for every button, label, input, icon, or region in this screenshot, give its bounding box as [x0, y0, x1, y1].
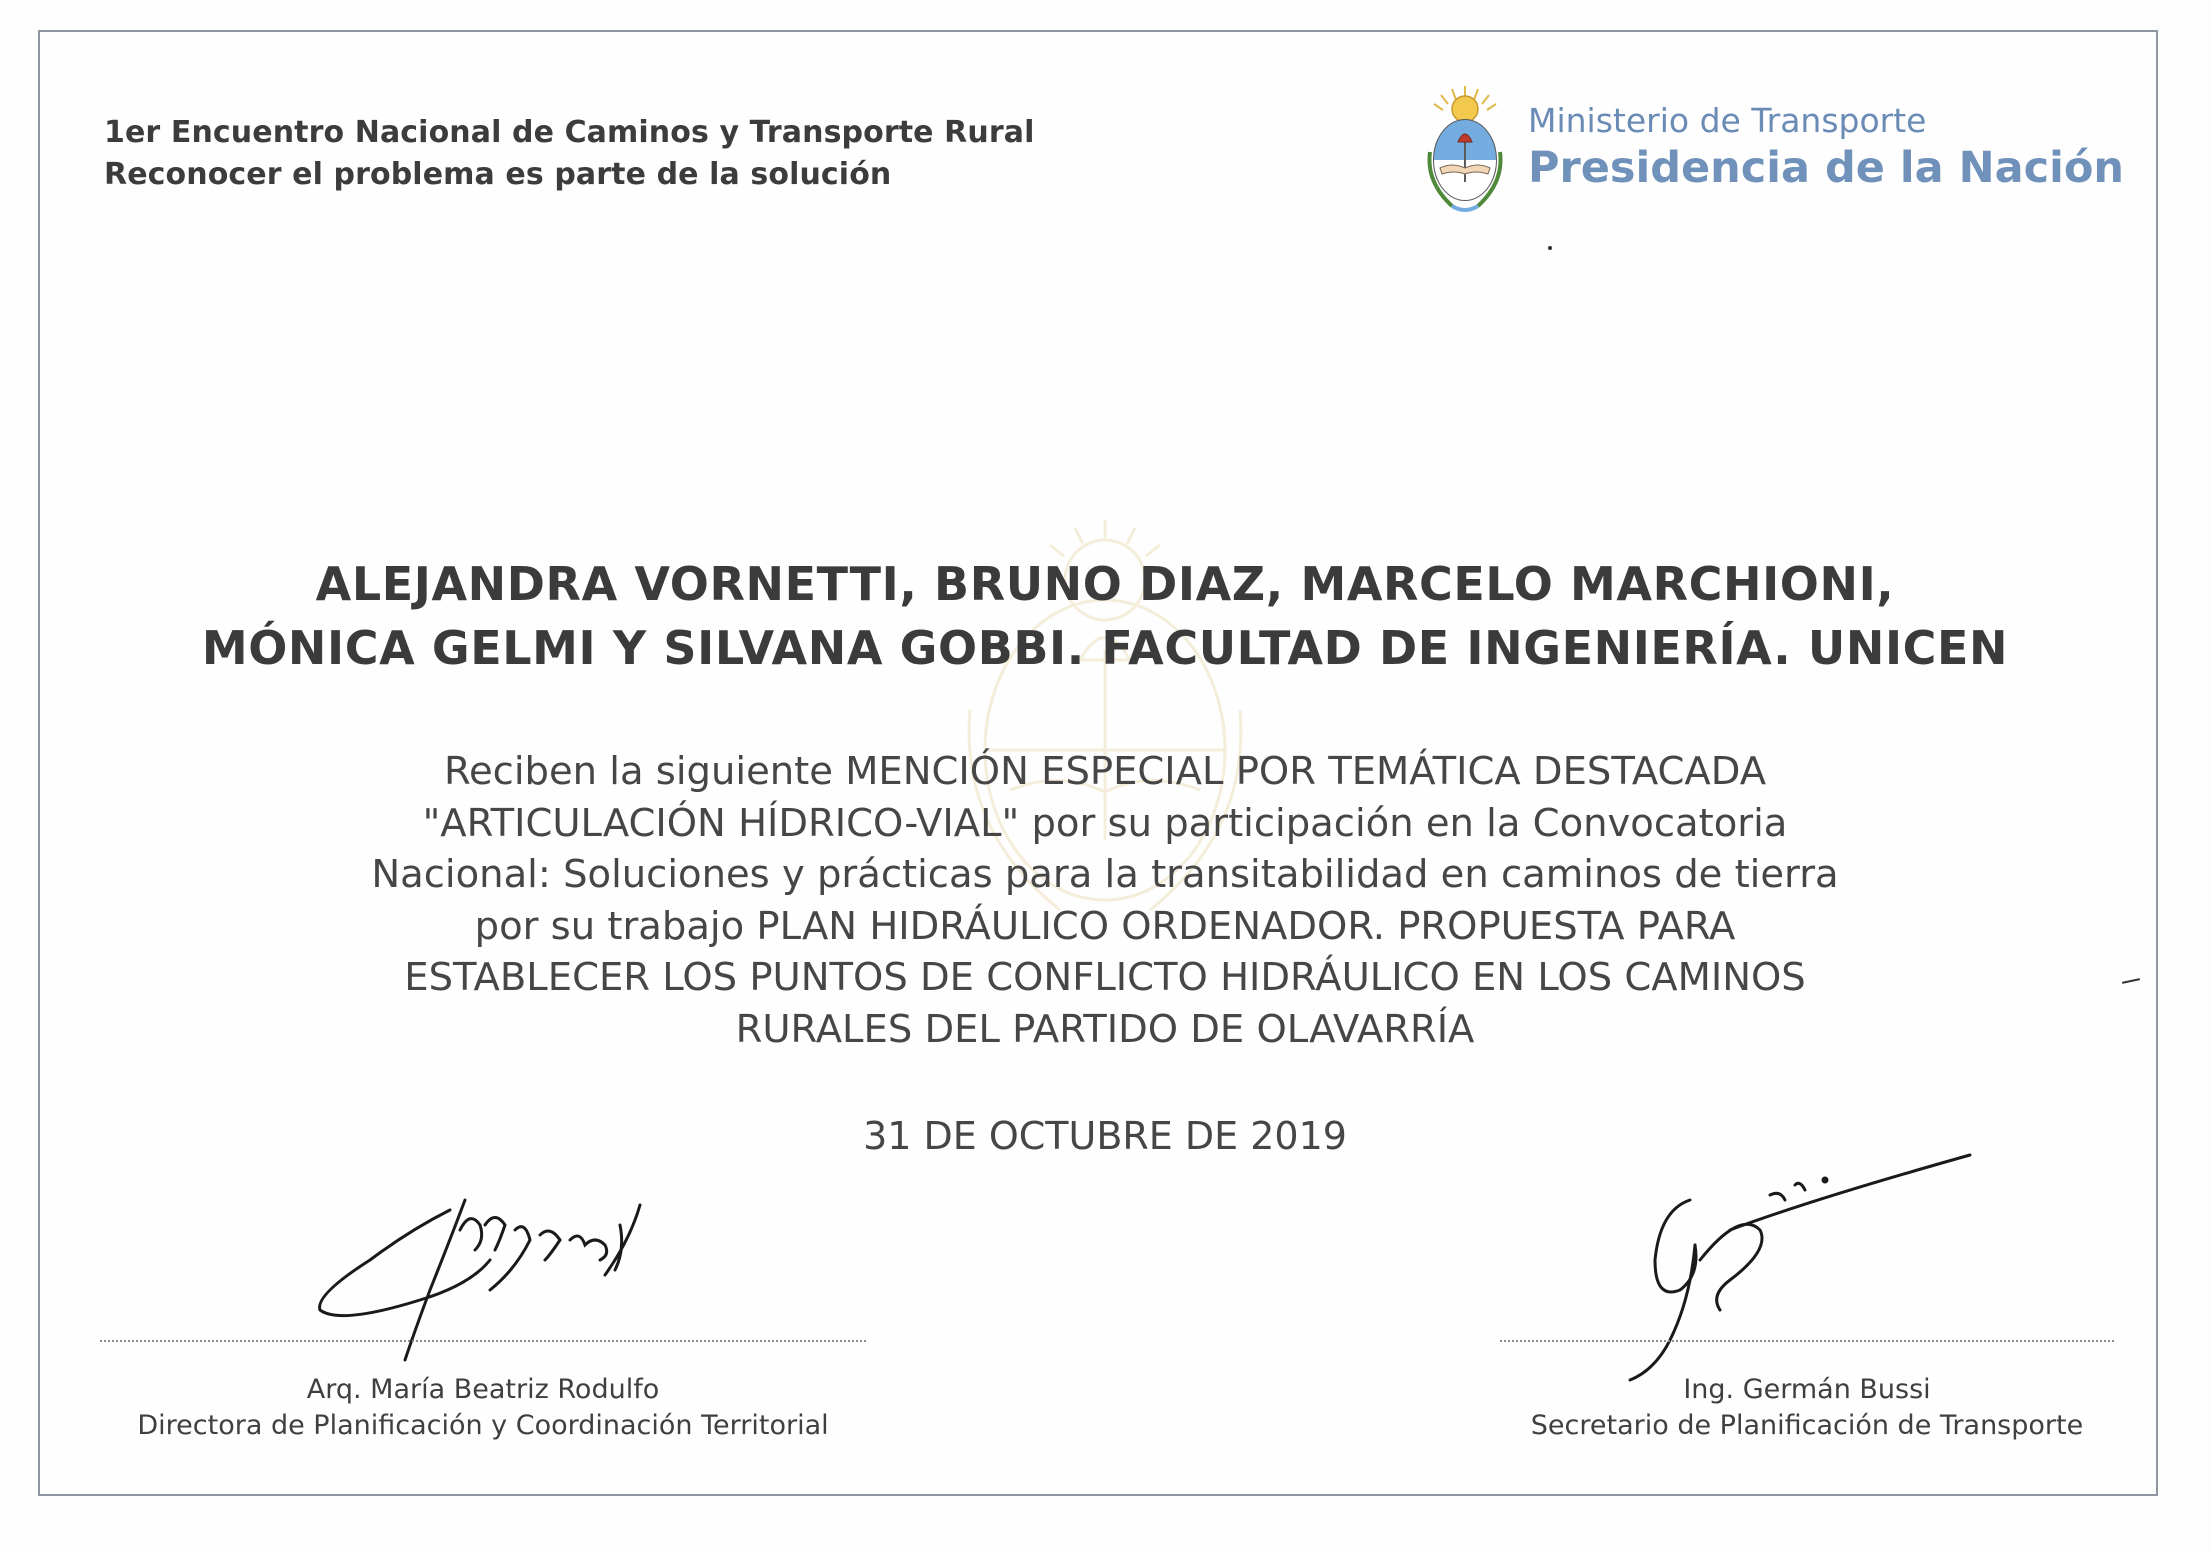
ministry-name: Ministerio de Transporte [1528, 101, 1927, 140]
description-line: RURALES DEL PARTIDO DE OLAVARRÍA [735, 1006, 1475, 1052]
recipient-names-line-2: MÓNICA GELMI Y SILVANA GOBBI. FACULTAD DE INGENIERÍA. UNICEN [201, 621, 2009, 675]
event-heading [104, 112, 1034, 196]
ministry-text [1528, 100, 2124, 194]
recipient-names-line-1: ALEJANDRA VORNETTI, BRUNO DIAZ, MARCELO MARCHIONI, [315, 557, 1895, 611]
description-line: "ARTICULACIÓN HÍDRICO-VIAL" por su participación en la Convocatoria [422, 800, 1788, 846]
event-subtitle: Reconocer el problema es parte de la solución [104, 157, 892, 192]
argentina-coat-of-arms-icon [1422, 82, 1508, 220]
description-line: por su trabajo PLAN HIDRÁULICO ORDENADOR. PROPUESTA PARA [474, 903, 1736, 949]
award-description [180, 746, 2030, 1055]
event-title: 1er Encuentro Nacional de Caminos y Transporte Rural [104, 115, 1035, 150]
description-line: ESTABLECER LOS PUNTOS DE CONFLICTO HIDRÁULICO EN LOS CAMINOS [404, 955, 1806, 1000]
signature-right [1500, 1340, 2114, 1444]
scan-artifact [1548, 246, 1552, 250]
recipient-names [80, 552, 2130, 680]
presidency-name: Presidencia de la Nación [1528, 143, 2125, 193]
ministry-logo [1422, 82, 2142, 222]
signature-left [100, 1340, 866, 1444]
certificate-date: 31 DE OCTUBRE DE 2019 [863, 1114, 1347, 1158]
description-line: Reciben la siguiente MENCIÓN ESPECIAL POR TEMÁTICA DESTACADA [443, 749, 1767, 794]
signature-line [100, 1340, 866, 1342]
signatory-left-role: Directora de Planificación y Coordinación Territorial [137, 1410, 829, 1441]
signatory-right-role: Secretario de Planificación de Transporte [1530, 1410, 2084, 1441]
signatory-left-name: Arq. María Beatriz Rodulfo [306, 1374, 660, 1405]
signature-line [1500, 1340, 2114, 1342]
description-line: Nacional: Soluciones y prácticas para la transitabilidad en caminos de tierra [371, 852, 1839, 897]
signatory-right-name: Ing. Germán Bussi [1683, 1374, 1931, 1405]
